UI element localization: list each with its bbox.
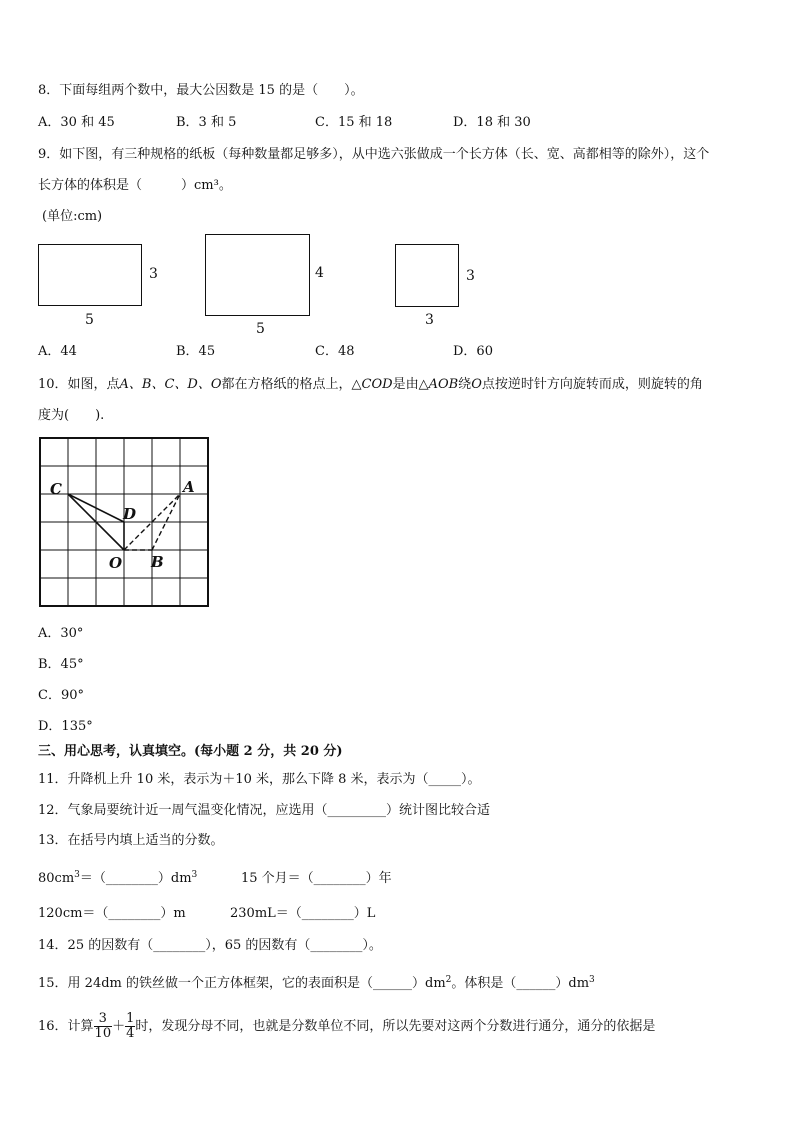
q10-option-b: B．45°: [38, 657, 84, 672]
fraction-3-10: $\frac{3}{10}$: [94, 1011, 112, 1041]
q10-option-c: C．90°: [38, 688, 84, 703]
q8-option-b: B．3 和 5: [176, 115, 237, 130]
q8-option-a: A．30 和 45: [38, 115, 115, 130]
q9-stem-line1: 9．如下图，有三种规格的纸板（每种数量都足够多），从中选六张做成一个长方体（长、宽、高都相等的除外），这个: [38, 147, 710, 162]
q9-option-c: C．48: [315, 344, 355, 359]
q13-stem: 13．在括号内填上适当的分数。: [38, 833, 224, 848]
cardboard-5x3-width: 5: [85, 312, 94, 328]
cardboard-3x3-width: 3: [425, 312, 434, 328]
section-3-heading: 三、用心思考，认真填空。(每小题 2 分，共 20 分): [38, 744, 343, 759]
q8-stem: 8．下面每组两个数中，最大公因数是 15 的是（ ）。: [38, 83, 364, 98]
label-a: A: [183, 478, 195, 496]
q9-option-a: A．44: [38, 344, 77, 359]
fraction-1-4: $\frac{1}{4}$: [126, 1011, 135, 1041]
cardboard-5x4-width: 5: [256, 321, 265, 337]
q14-stem: 14．25 的因数有（________），65 的因数有（________）。: [38, 938, 382, 953]
label-c: C: [50, 480, 62, 498]
cardboard-5x4-height: 4: [315, 265, 324, 281]
q10-stem-line1: 10．如图，点A、B、C、D、O都在方格纸的格点上，△COD是由△AOB绕O点按逆时针方向旋转而成，则旋转的角: [38, 377, 703, 392]
q10-option-a: A．30°: [38, 626, 84, 641]
q16-stem: 16．计算 $\frac{3}{10}$ ＋ $\frac{1}{4}$ 时，发现分母不同，也就是分数单位不同，所以先要对这两个分数进行通分，通分的依据是: [38, 1011, 656, 1041]
q13-item-1: $80cm^3=(\_\_\_\_\_\_\_\_)dm^3$: [38, 870, 198, 886]
q10-stem-line2: 度为( ).: [38, 408, 105, 423]
q13-item-3: 120cm＝（________）m: [38, 906, 186, 921]
q9-option-d: D．60: [453, 344, 493, 359]
q13-item-4: 230mL＝（________）L: [230, 906, 376, 921]
q13-item-2: 15 个月＝（________）年: [241, 871, 392, 886]
label-b: B: [151, 553, 164, 571]
q11-stem: 11．升降机上升 10 米，表示为＋10 米，那么下降 8 米，表示为（_____）。: [38, 772, 481, 787]
q9-unit-note: (单位:cm): [42, 209, 103, 224]
q8-option-d: D．18 和 30: [453, 115, 531, 130]
cardboard-3x3-height: 3: [466, 268, 475, 284]
q12-stem: 12．气象局要统计近一周气温变化情况，应选用（_________）统计图比较合适: [38, 803, 491, 818]
q9-stem-line2: 长方体的体积是（ ）cm³。: [38, 178, 232, 193]
q15-stem: 15．用 24dm 的铁丝做一个正方体框架，它的表面积是$(\_\_\_\_\_\_)dm^2$。体积是$(\_\_\_\_\_\_)dm^3$: [38, 975, 595, 991]
q10-option-d: D．135°: [38, 719, 93, 734]
label-o: O: [109, 554, 123, 572]
q9-option-b: B．45: [176, 344, 216, 359]
label-d: D: [123, 505, 137, 523]
cardboard-5x3-height: 3: [149, 266, 158, 282]
q8-option-c: C．15 和 18: [315, 115, 393, 130]
